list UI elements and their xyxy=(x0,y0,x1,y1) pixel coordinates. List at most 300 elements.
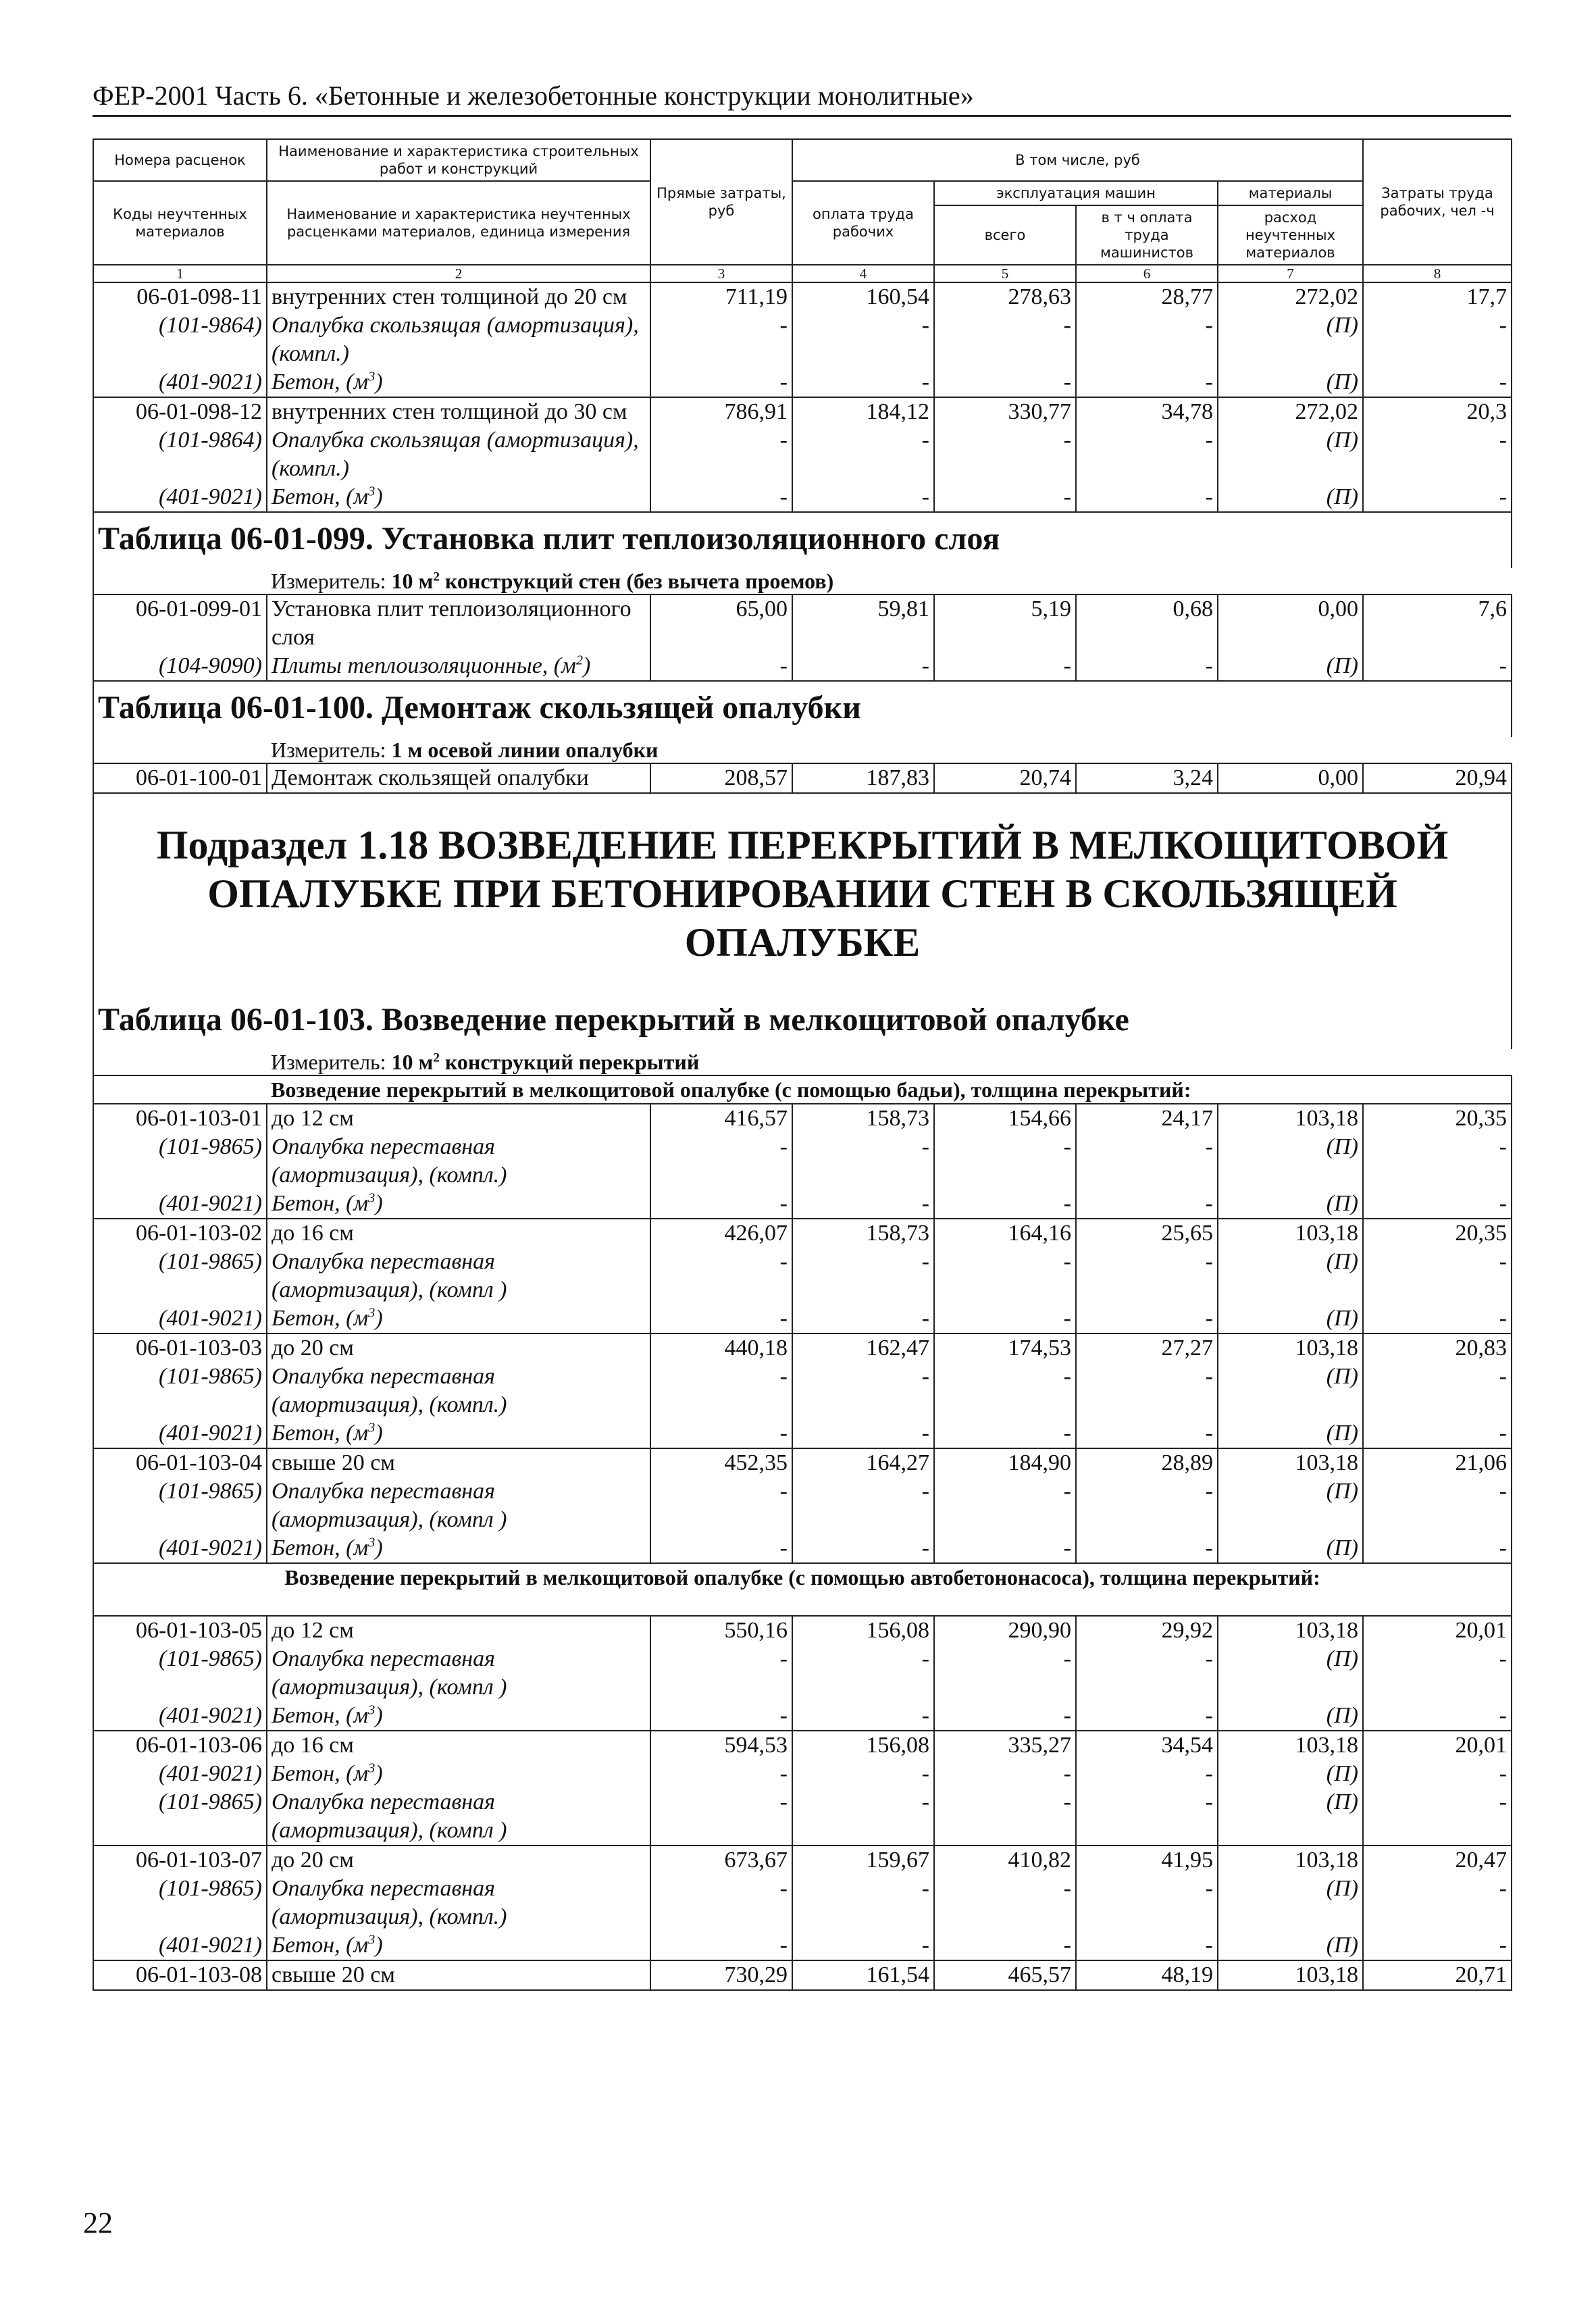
dash: - xyxy=(792,426,934,483)
direct-costs: 550,16 xyxy=(650,1616,792,1645)
material-row xyxy=(93,311,1512,368)
dash: - xyxy=(1076,1534,1218,1563)
dash: - xyxy=(650,1477,792,1534)
th-rate-numbers: Номера расценок xyxy=(93,139,267,181)
measure-unit: Измеритель: 10 $м^2$ конструкций перекрытий xyxy=(93,1049,1512,1075)
work-name: до 20 см xyxy=(267,1846,650,1875)
worker-wages: 159,67 xyxy=(792,1846,934,1875)
material-row xyxy=(93,1931,1512,1960)
th-machines: эксплуатация машин xyxy=(934,181,1218,205)
material-p: (П) xyxy=(1218,1788,1363,1846)
material-usage: 103,18 xyxy=(1218,1104,1363,1133)
material-row xyxy=(93,368,1512,397)
material-name: Бетон, $(м^3)$ xyxy=(267,1760,650,1788)
dash: - xyxy=(934,368,1076,397)
worker-wages: 158,73 xyxy=(792,1104,934,1133)
material-code: (401-9021) xyxy=(93,1760,267,1788)
th-worker-wages: оплата труда рабочих xyxy=(792,181,934,265)
material-p: (П) xyxy=(1218,1760,1363,1788)
dash: - xyxy=(650,426,792,483)
dash: - xyxy=(934,1788,1076,1846)
machines-total: 330,77 xyxy=(934,397,1076,426)
th-machinist-wages: в т ч оплата труда машинистов xyxy=(1076,205,1218,265)
dash: - xyxy=(650,1304,792,1333)
dash: - xyxy=(1076,1363,1218,1419)
th-including: В том числе, руб xyxy=(792,139,1363,181)
material-name: Опалубка переставная (амортизация), (компл.) xyxy=(267,1133,650,1190)
material-code: (101-9865) xyxy=(93,1788,267,1846)
worker-wages: 156,08 xyxy=(792,1616,934,1645)
dash: - xyxy=(1076,1788,1218,1846)
dash: - xyxy=(792,1248,934,1304)
page-header: ФЕР-2001 Часть 6. «Бетонные и железобетонные конструкции монолитные» xyxy=(93,80,974,111)
table-row xyxy=(93,594,1512,652)
machines-total: 290,90 xyxy=(934,1616,1076,1645)
machinist-wages: 28,89 xyxy=(1076,1448,1218,1477)
dash: - xyxy=(934,483,1076,512)
material-p: (П) xyxy=(1218,483,1363,512)
dash: - xyxy=(1076,1477,1218,1534)
work-name: Демонтаж скользящей опалубки xyxy=(267,763,650,793)
labor-costs: 20,01 xyxy=(1363,1616,1512,1645)
dash: - xyxy=(934,1190,1076,1219)
dash: - xyxy=(934,1363,1076,1419)
dash: - xyxy=(650,1363,792,1419)
machinist-wages: 24,17 xyxy=(1076,1104,1218,1133)
dash: - xyxy=(792,1190,934,1219)
dash: - xyxy=(792,1760,934,1788)
material-usage: 0,00 xyxy=(1218,763,1363,793)
material-row xyxy=(93,1875,1512,1931)
dash: - xyxy=(792,1419,934,1448)
material-code: (401-9021) xyxy=(93,1419,267,1448)
material-row xyxy=(93,1304,1512,1333)
dash: - xyxy=(650,1760,792,1788)
dash: - xyxy=(650,1788,792,1846)
material-p: (П) xyxy=(1218,652,1363,681)
worker-wages: 161,54 xyxy=(792,1960,934,1990)
material-row xyxy=(93,426,1512,483)
material-row xyxy=(93,1190,1512,1219)
dash: - xyxy=(650,652,792,681)
dash: - xyxy=(1363,1190,1512,1219)
th-machines-total: всего xyxy=(934,205,1076,265)
dash: - xyxy=(1076,1702,1218,1731)
table-row xyxy=(93,1616,1512,1645)
rate-code: 06-01-099-01 xyxy=(93,594,267,652)
direct-costs: 208,57 xyxy=(650,763,792,793)
work-name: свыше 20 см xyxy=(267,1448,650,1477)
table-title: Таблица 06-01-099. Установка плит теплоизоляционного слоя xyxy=(93,512,1512,568)
rate-code: 06-01-103-05 xyxy=(93,1616,267,1645)
material-name: Бетон, $(м^3)$ xyxy=(267,368,650,397)
machinist-wages: 29,92 xyxy=(1076,1616,1218,1645)
dash: - xyxy=(650,1534,792,1563)
material-name: Бетон, $(м^3)$ xyxy=(267,1419,650,1448)
material-p: (П) xyxy=(1218,1645,1363,1702)
machinist-wages: 0,68 xyxy=(1076,594,1218,652)
th-material-usage: расход неучтенных материалов xyxy=(1218,205,1363,265)
material-row xyxy=(93,1645,1512,1702)
table-row xyxy=(93,1846,1512,1875)
col-number: 6 xyxy=(1076,265,1218,282)
dash: - xyxy=(1076,1133,1218,1190)
direct-costs: 673,67 xyxy=(650,1846,792,1875)
machines-total: 5,19 xyxy=(934,594,1076,652)
dash: - xyxy=(650,1702,792,1731)
work-name: внутренних стен толщиной до 20 см xyxy=(267,282,650,311)
dash: - xyxy=(1363,1645,1512,1702)
work-name: до 16 см xyxy=(267,1219,650,1248)
dash: - xyxy=(934,1248,1076,1304)
table-row xyxy=(93,397,1512,426)
material-row xyxy=(93,1419,1512,1448)
rate-code: 06-01-103-02 xyxy=(93,1219,267,1248)
dash: - xyxy=(650,1931,792,1960)
worker-wages: 158,73 xyxy=(792,1219,934,1248)
dash: - xyxy=(792,1304,934,1333)
material-code: (401-9021) xyxy=(93,1534,267,1563)
dash: - xyxy=(792,483,934,512)
material-p: (П) xyxy=(1218,1931,1363,1960)
material-p: (П) xyxy=(1218,1534,1363,1563)
table-row xyxy=(93,1731,1512,1760)
material-row xyxy=(93,483,1512,512)
material-code: (101-9865) xyxy=(93,1363,267,1419)
work-name: до 12 см xyxy=(267,1104,650,1133)
direct-costs: 711,19 xyxy=(650,282,792,311)
material-usage: 103,18 xyxy=(1218,1448,1363,1477)
material-usage: 272,02 xyxy=(1218,397,1363,426)
dash: - xyxy=(792,1702,934,1731)
dash: - xyxy=(792,1133,934,1190)
section-heading: Подраздел 1.18 ВОЗВЕДЕНИЕ ПЕРЕКРЫТИЙ В МЕЛКОЩИТОВОЙ ОПАЛУБКЕ ПРИ БЕТОНИРОВАНИИ СТЕН В СКОЛЬЗЯЩЕЙ ОПАЛУБКЕ xyxy=(93,793,1512,994)
material-row xyxy=(93,1133,1512,1190)
material-name: Опалубка скользящая (амортизация), (компл.) xyxy=(267,311,650,368)
material-row xyxy=(93,1702,1512,1731)
dash: - xyxy=(650,1133,792,1190)
work-name: до 12 см xyxy=(267,1616,650,1645)
dash: - xyxy=(792,368,934,397)
material-name: Плиты теплоизоляционные, $(м^2)$ xyxy=(267,652,650,681)
material-usage: 103,18 xyxy=(1218,1333,1363,1363)
worker-wages: 156,08 xyxy=(792,1731,934,1760)
dash: - xyxy=(792,652,934,681)
dash: - xyxy=(792,1788,934,1846)
material-name: Бетон, $(м^3)$ xyxy=(267,1304,650,1333)
material-row xyxy=(93,1248,1512,1304)
material-usage: 103,18 xyxy=(1218,1219,1363,1248)
rate-code: 06-01-098-12 xyxy=(93,397,267,426)
material-code: (401-9021) xyxy=(93,483,267,512)
material-row xyxy=(93,652,1512,681)
table-row xyxy=(93,282,1512,311)
material-code: (401-9021) xyxy=(93,1702,267,1731)
direct-costs: 440,18 xyxy=(650,1333,792,1363)
dash: - xyxy=(1363,1875,1512,1931)
dash: - xyxy=(934,1702,1076,1731)
material-name: Опалубка переставная (амортизация), (компл ) xyxy=(267,1788,650,1846)
material-row xyxy=(93,1760,1512,1788)
table-row xyxy=(93,1104,1512,1133)
machines-total: 20,74 xyxy=(934,763,1076,793)
dash: - xyxy=(1076,1760,1218,1788)
dash: - xyxy=(1076,1248,1218,1304)
dash: - xyxy=(650,1190,792,1219)
dash: - xyxy=(934,1875,1076,1931)
dash: - xyxy=(934,652,1076,681)
rate-code: 06-01-103-03 xyxy=(93,1333,267,1363)
machines-total: 465,57 xyxy=(934,1960,1076,1990)
dash: - xyxy=(792,1931,934,1960)
material-code: (101-9864) xyxy=(93,311,267,368)
dash: - xyxy=(934,311,1076,368)
labor-costs: 17,7 xyxy=(1363,282,1512,311)
material-usage: 0,00 xyxy=(1218,594,1363,652)
material-name: Бетон, $(м^3)$ xyxy=(267,1931,650,1960)
dash: - xyxy=(1363,1760,1512,1788)
th-work-name: Наименование и характеристика строительных работ и конструкций xyxy=(267,139,650,181)
worker-wages: 59,81 xyxy=(792,594,934,652)
table-row xyxy=(93,1448,1512,1477)
dash: - xyxy=(1363,652,1512,681)
labor-costs: 7,6 xyxy=(1363,594,1512,652)
dash: - xyxy=(1363,1248,1512,1304)
machines-total: 410,82 xyxy=(934,1846,1076,1875)
material-name: Опалубка переставная (амортизация), (компл ) xyxy=(267,1477,650,1534)
dash: - xyxy=(650,1248,792,1304)
material-row xyxy=(93,1788,1512,1846)
material-p: (П) xyxy=(1218,1875,1363,1931)
measure-unit: Измеритель: 10 $м^2$ конструкций стен (без вычета проемов) xyxy=(93,568,1512,594)
work-name: до 20 см xyxy=(267,1333,650,1363)
machines-total: 278,63 xyxy=(934,282,1076,311)
dash: - xyxy=(650,483,792,512)
subgroup-heading: Возведение перекрытий в мелкощитовой опалубке (с помощью автобетононасоса), толщина перекрытий: xyxy=(93,1563,1512,1616)
worker-wages: 187,83 xyxy=(792,763,934,793)
col-number: 7 xyxy=(1218,265,1363,282)
table-row xyxy=(93,1960,1512,1990)
labor-costs: 20,94 xyxy=(1363,763,1512,793)
work-name: внутренних стен толщиной до 30 см xyxy=(267,397,650,426)
machinist-wages: 34,78 xyxy=(1076,397,1218,426)
direct-costs: 65,00 xyxy=(650,594,792,652)
table-title: Таблица 06-01-103. Возведение перекрытий в мелкощитовой опалубке xyxy=(93,994,1512,1049)
dash: - xyxy=(792,1875,934,1931)
material-row xyxy=(93,1477,1512,1534)
col-number: 1 xyxy=(93,265,267,282)
material-code: (101-9865) xyxy=(93,1477,267,1534)
material-name: Бетон, $(м^3)$ xyxy=(267,1702,650,1731)
dash: - xyxy=(1076,1190,1218,1219)
col-number: 8 xyxy=(1363,265,1512,282)
rate-code: 06-01-100-01 xyxy=(93,763,267,793)
dash: - xyxy=(1076,311,1218,368)
dash: - xyxy=(1363,1788,1512,1846)
material-usage: 103,18 xyxy=(1218,1616,1363,1645)
subgroup-heading: Возведение перекрытий в мелкощитовой опалубке (с помощью бадьи), толщина перекрытий: xyxy=(93,1075,1512,1104)
dash: - xyxy=(1363,1931,1512,1960)
material-usage: 103,18 xyxy=(1218,1960,1363,1990)
worker-wages: 160,54 xyxy=(792,282,934,311)
machinist-wages: 25,65 xyxy=(1076,1219,1218,1248)
dash: - xyxy=(1363,426,1512,483)
material-name: Бетон, $(м^3)$ xyxy=(267,1534,650,1563)
rate-code: 06-01-103-07 xyxy=(93,1846,267,1875)
material-usage: 103,18 xyxy=(1218,1846,1363,1875)
dash: - xyxy=(1076,1931,1218,1960)
worker-wages: 162,47 xyxy=(792,1333,934,1363)
page-number: 22 xyxy=(83,2206,113,2239)
material-code: (101-9865) xyxy=(93,1875,267,1931)
machinist-wages: 28,77 xyxy=(1076,282,1218,311)
dash: - xyxy=(792,1363,934,1419)
th-material-name: Наименование и характеристика неучтенных расценками материалов, единица измерения xyxy=(267,181,650,265)
labor-costs: 20,71 xyxy=(1363,1960,1512,1990)
labor-costs: 20,3 xyxy=(1363,397,1512,426)
direct-costs: 594,53 xyxy=(650,1731,792,1760)
material-name: Опалубка скользящая (амортизация), (компл.) xyxy=(267,426,650,483)
material-name: Опалубка переставная (амортизация), (компл ) xyxy=(267,1248,650,1304)
table-title: Таблица 06-01-100. Демонтаж скользящей опалубки xyxy=(93,681,1512,737)
th-material-codes: Коды неучтенных материалов xyxy=(93,181,267,265)
labor-costs: 20,35 xyxy=(1363,1219,1512,1248)
dash: - xyxy=(650,1875,792,1931)
dash: - xyxy=(934,1133,1076,1190)
machines-total: 335,27 xyxy=(934,1731,1076,1760)
direct-costs: 786,91 xyxy=(650,397,792,426)
material-code: (101-9864) xyxy=(93,426,267,483)
dash: - xyxy=(934,1477,1076,1534)
material-row xyxy=(93,1363,1512,1419)
col-number: 3 xyxy=(650,265,792,282)
material-p: (П) xyxy=(1218,426,1363,483)
dash: - xyxy=(1363,311,1512,368)
material-usage: 272,02 xyxy=(1218,282,1363,311)
dash: - xyxy=(650,1419,792,1448)
dash: - xyxy=(1076,652,1218,681)
work-name: свыше 20 см xyxy=(267,1960,650,1990)
material-code: (101-9865) xyxy=(93,1645,267,1702)
table-row xyxy=(93,763,1512,793)
labor-costs: 21,06 xyxy=(1363,1448,1512,1477)
material-p: (П) xyxy=(1218,1477,1363,1534)
dash: - xyxy=(650,311,792,368)
machinist-wages: 3,24 xyxy=(1076,763,1218,793)
material-code: (401-9021) xyxy=(93,1304,267,1333)
material-p: (П) xyxy=(1218,1419,1363,1448)
rate-code: 06-01-103-04 xyxy=(93,1448,267,1477)
material-name: Опалубка переставная (амортизация), (компл ) xyxy=(267,1645,650,1702)
th-materials: материалы xyxy=(1218,181,1363,205)
material-p: (П) xyxy=(1218,1304,1363,1333)
dash: - xyxy=(934,1534,1076,1563)
material-p: (П) xyxy=(1218,1363,1363,1419)
machinist-wages: 34,54 xyxy=(1076,1731,1218,1760)
col-number: 4 xyxy=(792,265,934,282)
dash: - xyxy=(1363,1534,1512,1563)
material-code: (104-9090) xyxy=(93,652,267,681)
dash: - xyxy=(1076,1304,1218,1333)
material-p: (П) xyxy=(1218,1702,1363,1731)
material-name: Опалубка переставная (амортизация), (компл.) xyxy=(267,1875,650,1931)
work-name: Установка плит теплоизоляционного слоя xyxy=(267,594,650,652)
material-code: (101-9865) xyxy=(93,1248,267,1304)
material-name: Опалубка переставная (амортизация), (компл.) xyxy=(267,1363,650,1419)
machines-total: 154,66 xyxy=(934,1104,1076,1133)
labor-costs: 20,47 xyxy=(1363,1846,1512,1875)
dash: - xyxy=(650,368,792,397)
col-number: 5 xyxy=(934,265,1076,282)
machines-total: 164,16 xyxy=(934,1219,1076,1248)
dash: - xyxy=(1363,1419,1512,1448)
rate-code: 06-01-103-08 xyxy=(93,1960,267,1990)
material-row xyxy=(93,1534,1512,1563)
table-row xyxy=(93,1219,1512,1248)
machinist-wages: 27,27 xyxy=(1076,1333,1218,1363)
dash: - xyxy=(792,1477,934,1534)
direct-costs: 426,07 xyxy=(650,1219,792,1248)
dash: - xyxy=(1076,1419,1218,1448)
rates-table xyxy=(93,138,1512,1991)
material-p: (П) xyxy=(1218,1248,1363,1304)
dash: - xyxy=(1076,483,1218,512)
machines-total: 174,53 xyxy=(934,1333,1076,1363)
dash: - xyxy=(1076,1645,1218,1702)
dash: - xyxy=(1363,483,1512,512)
dash: - xyxy=(1076,426,1218,483)
dash: - xyxy=(1076,368,1218,397)
table-row xyxy=(93,1333,1512,1363)
material-code: (101-9865) xyxy=(93,1133,267,1190)
material-usage: 103,18 xyxy=(1218,1731,1363,1760)
material-code: (401-9021) xyxy=(93,1190,267,1219)
dash: - xyxy=(792,1645,934,1702)
th-direct-costs: Прямые затраты, руб xyxy=(650,139,792,265)
th-labor-costs: Затраты труда рабочих, чел -ч xyxy=(1363,139,1512,265)
dash: - xyxy=(1076,1875,1218,1931)
dash: - xyxy=(1363,368,1512,397)
material-p: (П) xyxy=(1218,311,1363,368)
work-name: до 16 см xyxy=(267,1731,650,1760)
dash: - xyxy=(934,1760,1076,1788)
dash: - xyxy=(934,1931,1076,1960)
machinist-wages: 41,95 xyxy=(1076,1846,1218,1875)
dash: - xyxy=(934,426,1076,483)
worker-wages: 184,12 xyxy=(792,397,934,426)
direct-costs: 416,57 xyxy=(650,1104,792,1133)
material-code: (401-9021) xyxy=(93,368,267,397)
dash: - xyxy=(934,1419,1076,1448)
dash: - xyxy=(1363,1304,1512,1333)
dash: - xyxy=(792,311,934,368)
dash: - xyxy=(934,1645,1076,1702)
rate-code: 06-01-098-11 xyxy=(93,282,267,311)
labor-costs: 20,35 xyxy=(1363,1104,1512,1133)
material-p: (П) xyxy=(1218,368,1363,397)
direct-costs: 452,35 xyxy=(650,1448,792,1477)
labor-costs: 20,83 xyxy=(1363,1333,1512,1363)
dash: - xyxy=(1363,1133,1512,1190)
machinist-wages: 48,19 xyxy=(1076,1960,1218,1990)
dash: - xyxy=(1363,1477,1512,1534)
header-rule xyxy=(93,115,1511,117)
dash: - xyxy=(1363,1363,1512,1419)
material-name: Бетон, $(м^3)$ xyxy=(267,1190,650,1219)
dash: - xyxy=(1363,1702,1512,1731)
worker-wages: 164,27 xyxy=(792,1448,934,1477)
rate-code: 06-01-103-06 xyxy=(93,1731,267,1760)
